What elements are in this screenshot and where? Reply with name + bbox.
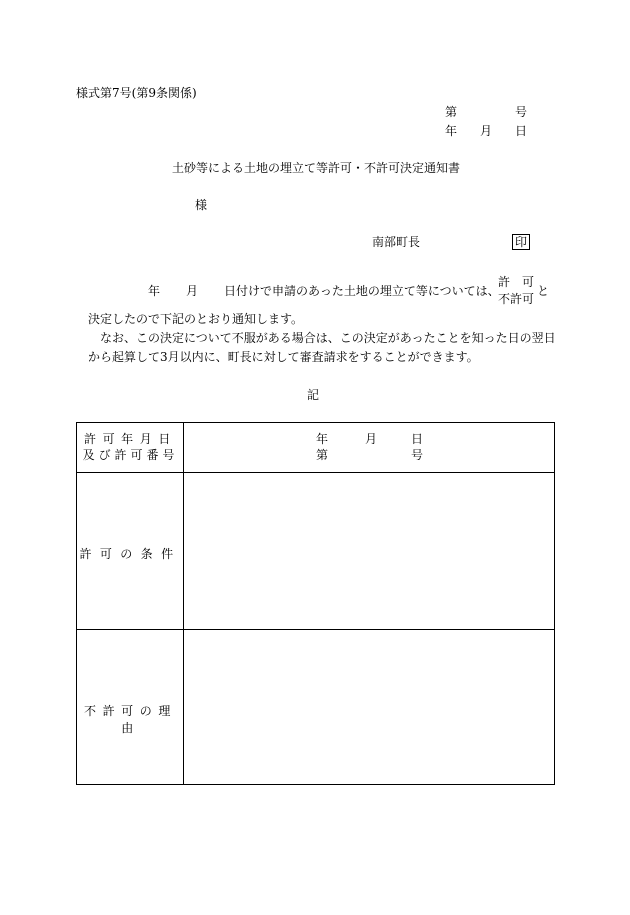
date-day-label: 日 — [515, 124, 528, 138]
body-year-label: 年 — [148, 284, 161, 298]
doc-number-suffix: 号 — [515, 105, 528, 119]
row1-number-prefix: 第 — [316, 448, 329, 462]
ki-heading: 記 — [307, 388, 320, 402]
row1-month-label: 月 — [365, 432, 378, 446]
row1-year-label: 年 — [316, 432, 329, 446]
permit-conditions-label: 許可の条件 — [79, 547, 182, 561]
form-number: 様式第7号(第9条関係) — [76, 86, 197, 100]
document-title: 土砂等による土地の埋立て等許可・不許可決定通知書 — [172, 161, 461, 175]
row1-day-label: 日 — [411, 432, 424, 446]
doc-number-prefix: 第 — [445, 105, 458, 119]
body-line2: 決定したので下記のとおり通知します。 — [88, 312, 304, 326]
recipient-suffix: 様 — [195, 198, 208, 212]
choice-permit: 許 可 — [498, 275, 535, 289]
choice-nonpermit: 不許可 — [498, 292, 535, 306]
issuer-name: 南部町長 — [372, 235, 421, 249]
seal-mark: 印 — [512, 234, 530, 250]
permit-date-label: 許可年月日 — [83, 432, 177, 446]
details-table — [76, 422, 555, 785]
choice-tail: と — [537, 284, 550, 298]
body-month-label: 月 — [186, 284, 199, 298]
permit-number-label: 及び許可番号 — [82, 448, 179, 462]
body-line4: から起算して3月以内に、町長に対して審査請求をすることができます。 — [88, 350, 479, 364]
row1-number-suffix: 号 — [411, 448, 424, 462]
table-row-divider-2 — [77, 629, 554, 630]
date-month-label: 月 — [480, 124, 493, 138]
table-row-divider-1 — [77, 472, 554, 473]
body-line3: なお、この決定について不服がある場合は、この決定があったことを知った日の翌日 — [100, 331, 556, 345]
rejection-reason-label: 不許可の理由 — [83, 704, 177, 735]
date-year-label: 年 — [445, 124, 458, 138]
body-line1-text: 日付けで申請のあった土地の埋立て等については、 — [224, 284, 500, 298]
